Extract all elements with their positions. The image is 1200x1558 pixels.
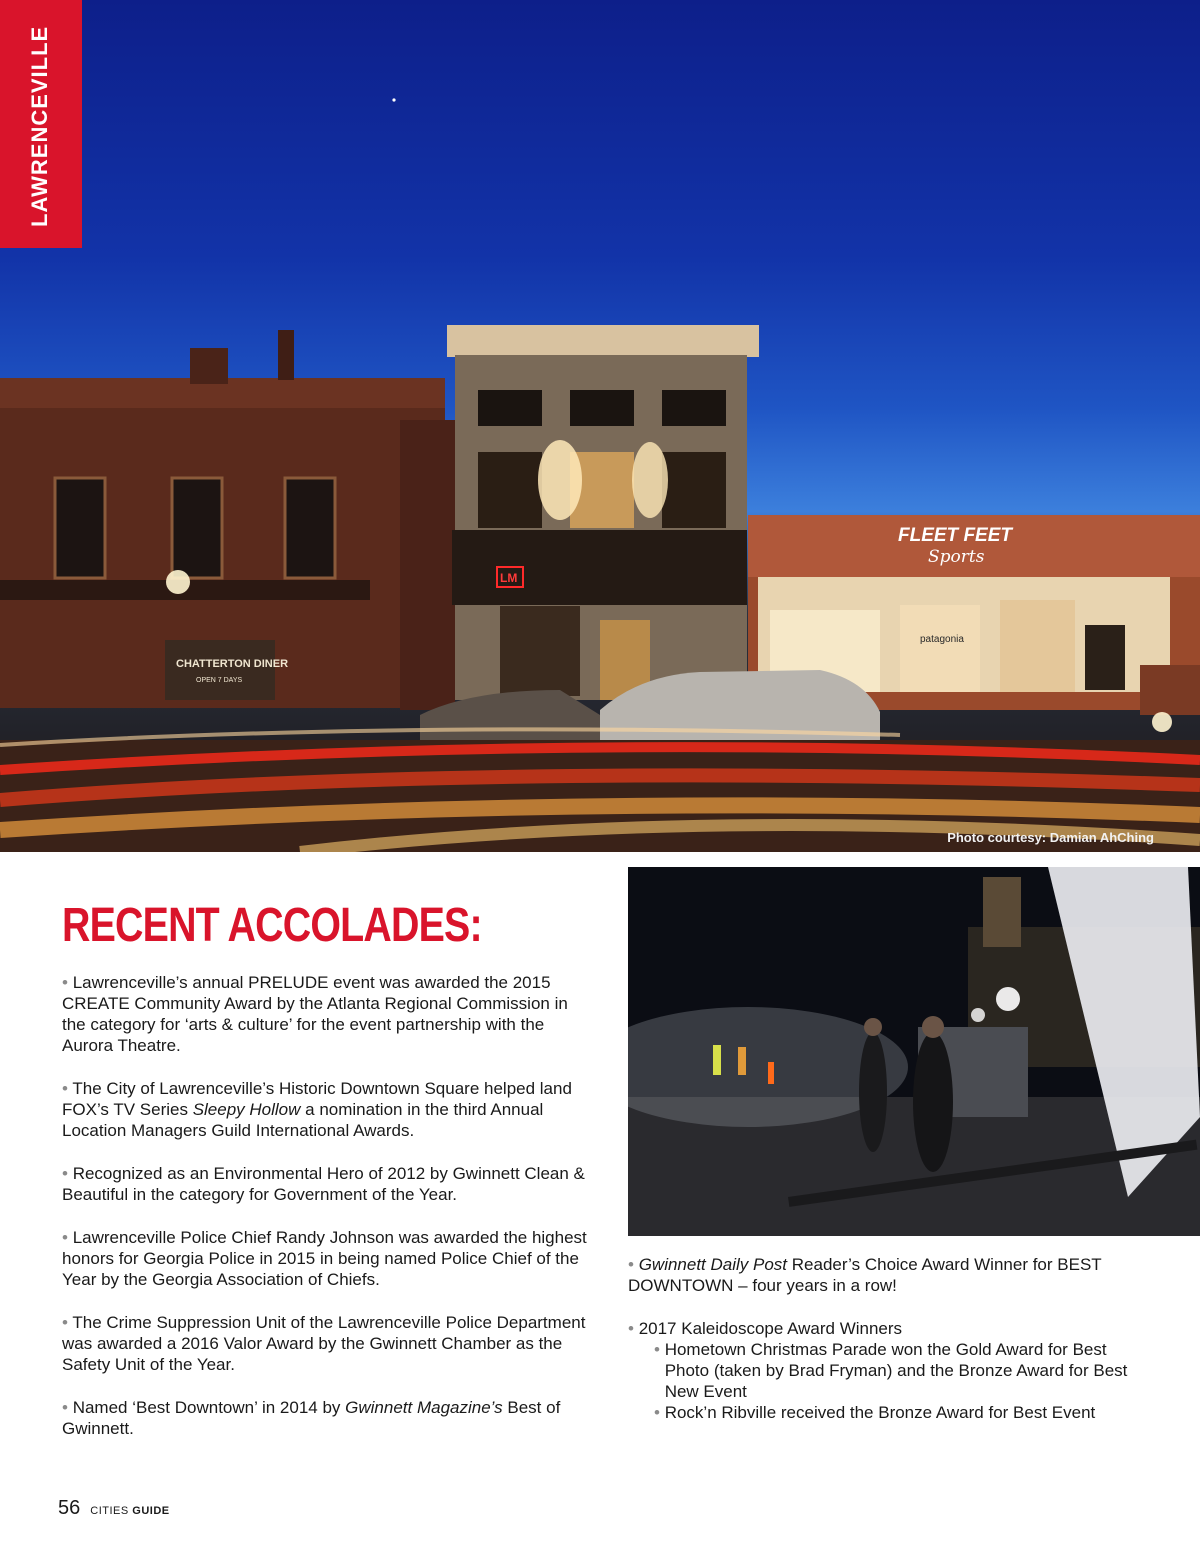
accolade-item: • Gwinnett Daily Post Reader’s Choice Award Winner for BEST DOWNTOWN – four years in a row!: [628, 1255, 1102, 1295]
section-tab: [0, 0, 82, 248]
film-set-scene: [628, 867, 1200, 1236]
accolade-item: • Recognized as an Environmental Hero of 2012 by Gwinnett Clean & Beautiful in the category for Government of the Year.: [62, 1164, 585, 1204]
street-lamp-glow: [166, 570, 190, 594]
page-number: 56: [58, 1497, 81, 1519]
accolade-item: • The City of Lawrenceville’s Historic Downtown Square helped land FOX’s TV Series Sleepy Hollow a nomination in the third Annual Location Managers Guild International Awards.: [62, 1079, 572, 1140]
section-tab-label: LAWRENCEVILLE: [27, 25, 52, 227]
diner-sign-sub: OPEN 7 DAYS: [196, 677, 243, 684]
accolade-subitem: • Rock’n Ribville received the Bronze Award for Best Event: [654, 1403, 1096, 1422]
accolades-heading: RECENT ACCOLADES:: [62, 899, 482, 952]
bullet: •: [62, 1079, 73, 1098]
store-sign-script: Sports: [928, 547, 985, 567]
diner-sign: CHATTERTON DINER: [176, 658, 289, 670]
bullet: •: [62, 973, 73, 992]
star: [392, 98, 395, 101]
bullet: •: [62, 1164, 73, 1183]
page-footer: [58, 1497, 170, 1520]
accolade-subitem: • Hometown Christmas Parade won the Gold Award for Best Photo (taken by Brad Fryman) and the Bronze Award for Best New Event: [654, 1340, 1128, 1401]
bullet: •: [654, 1403, 665, 1422]
accolade-item: • 2017 Kaleidoscope Award Winners: [628, 1319, 903, 1338]
accolades-left-column: [62, 972, 592, 1461]
bullet: •: [628, 1255, 639, 1274]
bullet: •: [628, 1319, 639, 1338]
bullet: •: [62, 1398, 73, 1417]
publication-name: CITIES GUIDE: [90, 1505, 170, 1517]
accolade-item: • The Crime Suppression Unit of the Lawrenceville Police Department was awarded a 2016 Valor Award by the Gwinnett Chamber as the Safety Unit of the Year.: [62, 1313, 586, 1374]
bullet: •: [62, 1228, 73, 1247]
store-sign: FLEET FEET: [898, 525, 1012, 546]
shop-sign: patagonia: [920, 634, 964, 645]
neon-sign: LM: [500, 571, 518, 585]
photo-credit: Photo courtesy: Damian AhChing: [947, 830, 1154, 845]
accolade-item: • Lawrenceville Police Chief Randy Johnson was awarded the highest honors for Georgia Police in 2015 in being named Police Chief of the Year by the Georgia Association of Chiefs.: [62, 1228, 587, 1289]
left-building: [0, 330, 455, 710]
bullet: •: [654, 1340, 665, 1359]
accolade-item: • Lawrenceville’s annual PRELUDE event was awarded the 2015 CREATE Community Award by the Atlanta Regional Commission in the category for ‘arts & culture’ for the event partnership with the Aurora Theatre.: [62, 973, 568, 1055]
film-set-photo: [628, 867, 1200, 1236]
bullet: •: [62, 1313, 73, 1332]
street-lamp-glow: [1152, 712, 1172, 732]
center-building: [447, 325, 759, 700]
accolades-right-column: [628, 1254, 1168, 1423]
accolade-item: • Named ‘Best Downtown’ in 2014 by Gwinnett Magazine’s Best of Gwinnett.: [62, 1398, 561, 1438]
